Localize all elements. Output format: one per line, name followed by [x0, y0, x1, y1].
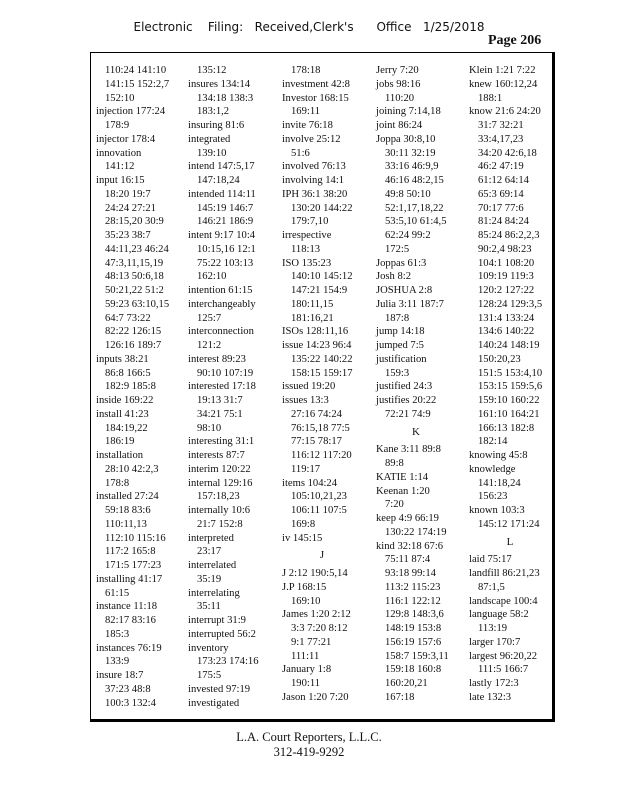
index-entry-continuation: 7:20 — [385, 499, 404, 511]
index-entry: intend 147:5,17 — [188, 161, 255, 173]
court-reporter-phone: 312-419-9292 — [273, 745, 345, 759]
index-entry-continuation: 64:7 73:22 — [105, 312, 151, 324]
index-entry-continuation: 152:10 — [105, 92, 135, 104]
index-entry-continuation: 59:18 83:6 — [105, 505, 151, 516]
index-entry: insuring 81:6 — [188, 120, 245, 131]
index-entry-continuation: 156:19 157:6 — [385, 636, 442, 648]
index-entry: involving 14:1 — [282, 175, 345, 186]
index-entry: landscape 100:4 — [469, 595, 538, 607]
index-entry: keep 4:9 66:19 — [376, 513, 439, 524]
index-entry-continuation: 126:16 189:7 — [105, 340, 162, 351]
index-entry-continuation: 59:23 63:10,15 — [105, 298, 170, 310]
index-entry-continuation: 33:4,17,23 — [478, 133, 524, 145]
index-entry: knew 160:12,24 — [469, 78, 538, 90]
index-entry: language 58:2 — [469, 609, 529, 621]
index-entry: Klein 1:21 7:22 — [469, 65, 536, 76]
index-entry-continuation: 19:13 31:7 — [197, 395, 243, 406]
index-entry-continuation: 93:18 99:14 — [385, 568, 436, 579]
index-entry-continuation: 24:24 27:21 — [105, 202, 156, 214]
index-entry: Josh 8:2 — [376, 271, 412, 283]
index-entry-continuation: 178:18 — [291, 65, 321, 76]
index-entry-continuation: 112:10 115:16 — [105, 532, 166, 544]
index-entry-continuation: 145:19 146:7 — [197, 202, 254, 214]
index-entry-continuation: 133:9 — [105, 656, 130, 668]
index-entry-continuation: 111:11 — [291, 650, 320, 662]
index-entry-continuation: 47:3,11,15,19 — [105, 257, 164, 269]
index-entry-continuation: 23:17 — [197, 546, 222, 558]
index-entry-continuation: 10:15,16 12:1 — [197, 243, 256, 255]
index-entry-continuation: 86:8 166:5 — [105, 367, 151, 379]
index-entry-continuation: 76:15,18 77:5 — [291, 422, 350, 434]
index-entry: invested 97:19 — [188, 683, 251, 695]
index-entry-continuation: 134:18 138:3 — [197, 92, 254, 104]
index-entry: irrespective — [282, 230, 332, 241]
index-entry-continuation: 179:7,10 — [291, 216, 329, 228]
index-entry-continuation: 35:19 — [197, 573, 222, 585]
index-entry-continuation: 135:22 140:22 — [291, 353, 353, 365]
index-entry-continuation: 70:17 77:6 — [478, 202, 524, 214]
index-entry-continuation: 187:8 — [385, 312, 410, 324]
index-entry: involve 25:12 — [282, 133, 341, 145]
index-entry: intention 61:15 — [188, 285, 253, 296]
index-entry: iv 145:15 — [282, 532, 323, 544]
index-entry-continuation: 90:10 107:19 — [197, 367, 254, 379]
index-entry: ISO 135:23 — [282, 257, 332, 269]
index-entry-continuation: 61:12 64:14 — [478, 175, 529, 186]
index-entry: interrupted 56:2 — [188, 628, 256, 640]
index-entry-continuation: 81:24 84:24 — [478, 216, 529, 228]
index-entry-continuation: 28:10 42:2,3 — [105, 463, 159, 475]
index-entry: inventory — [188, 642, 229, 654]
index-entry: instances 76:19 — [96, 642, 162, 654]
index-entry: insures 134:14 — [188, 78, 251, 90]
index-entry-continuation: 49:8 50:10 — [385, 188, 431, 200]
index-entry-continuation: 28:15,20 30:9 — [105, 216, 164, 228]
index-entry: justifies 20:22 — [376, 395, 437, 406]
index-entry-continuation: 131:4 133:24 — [478, 312, 535, 324]
index-entry: ISOs 128:11,16 — [282, 326, 349, 338]
index-entry-continuation: 85:24 86:2,2,3 — [478, 230, 540, 241]
index-entry-continuation: 113:19 — [478, 623, 508, 634]
index-column-3 — [282, 64, 362, 705]
index-entry-continuation: 185:3 — [105, 628, 130, 640]
index-column-1 — [96, 64, 174, 710]
index-entry: kind 32:18 67:6 — [376, 540, 444, 552]
footer — [0, 730, 618, 760]
index-entry: JOSHUA 2:8 — [376, 285, 433, 296]
index-entry: interrelating — [188, 587, 240, 599]
index-entry-continuation: 116:12 117:20 — [291, 450, 352, 461]
index-entry: Joppas 61:3 — [376, 257, 427, 269]
index-entry: installed 27:24 — [96, 491, 159, 503]
index-entry-continuation: 159:3 — [385, 367, 410, 379]
index-entry: jobs 98:16 — [376, 78, 421, 90]
index-entry: James 1:20 2:12 — [282, 609, 351, 621]
index-entry-continuation: 145:12 171:24 — [478, 518, 540, 530]
index-entry-continuation: 180:11,15 — [291, 298, 334, 310]
index-entry-continuation: 183:1,2 — [197, 106, 230, 118]
index-entry-continuation: 146:21 186:9 — [197, 216, 254, 228]
index-letter-heading: L — [506, 535, 514, 548]
index-entry: intended 114:11 — [188, 188, 256, 200]
index-entry-continuation: 48:13 50:6,18 — [105, 271, 164, 283]
index-entry: largest 96:20,22 — [469, 650, 538, 662]
index-entry: landfill 86:21,23 — [469, 568, 540, 579]
index-entry-continuation: 61:15 — [105, 587, 130, 599]
index-entry-continuation: 50:21,22 51:2 — [105, 285, 164, 296]
index-entry-continuation: 30:11 32:19 — [385, 147, 436, 159]
index-entry: investment 42:8 — [282, 78, 350, 90]
index-entry-continuation: 109:19 119:3 — [478, 271, 534, 283]
index-entry-continuation: 119:17 — [291, 463, 321, 475]
index-entry-continuation: 169:8 — [291, 518, 316, 530]
index-entry-continuation: 53:5,10 61:4,5 — [385, 216, 447, 228]
index-entry-continuation: 118:13 — [291, 243, 321, 255]
index-entry-continuation: 157:18,23 — [197, 491, 240, 503]
index-entry-continuation: 89:8 — [385, 458, 404, 469]
index-entry-continuation: 178:9 — [105, 120, 130, 131]
index-entry-continuation: 158:7 159:3,11 — [385, 650, 449, 662]
index-entry-continuation: 175:5 — [197, 670, 222, 681]
index-entry: interested 17:18 — [188, 381, 256, 393]
index-entry: interconnection — [188, 326, 254, 338]
index-entry: J 2:12 190:5,14 — [282, 568, 348, 579]
index-entry-continuation: 21:7 152:8 — [197, 518, 243, 530]
index-entry-continuation: 52:1,17,18,22 — [385, 202, 444, 214]
index-entry-continuation: 75:22 103:13 — [197, 257, 254, 269]
index-entry: internal 129:16 — [188, 477, 253, 489]
index-entry: issues 13:3 — [282, 395, 329, 406]
index-entry-continuation: 90:2,4 98:23 — [478, 243, 532, 255]
index-entry-continuation: 150:20,23 — [478, 353, 521, 365]
index-entry: injection 177:24 — [96, 106, 166, 118]
index-entry: known 103:3 — [469, 505, 525, 516]
index-entry-continuation: 129:8 148:3,6 — [385, 609, 444, 621]
index-entry: interest 89:23 — [188, 353, 246, 365]
index-entry: Kane 3:11 89:8 — [376, 444, 441, 456]
index-entry-continuation: 125:7 — [197, 312, 222, 324]
index-entry: larger 170:7 — [469, 636, 521, 648]
index-entry-continuation: 116:1 122:12 — [385, 595, 441, 607]
index-entry: laid 75:17 — [469, 554, 512, 566]
index-entry-continuation: 34:20 42:6,18 — [478, 147, 537, 159]
index-entry-continuation: 140:24 148:19 — [478, 340, 540, 351]
index-entry: interesting 31:1 — [188, 436, 255, 448]
index-entry: joint 86:24 — [376, 120, 423, 131]
index-entry-continuation: 100:3 132:4 — [105, 697, 156, 709]
index-entry-continuation: 141:12 — [105, 161, 135, 173]
index-entry: interrelated — [188, 560, 237, 571]
index-entry-continuation: 190:11 — [291, 678, 321, 689]
index-entry-continuation: 18:20 19:7 — [105, 188, 151, 200]
index-entry: interpreted — [188, 532, 234, 544]
index-entry-continuation: 130:20 144:22 — [291, 202, 353, 214]
index-entry-continuation: 178:8 — [105, 477, 130, 489]
index-letter-heading: J — [319, 549, 325, 562]
index-entry: late 132:3 — [469, 691, 512, 703]
index-entry: items 104:24 — [282, 477, 338, 489]
index-entry-continuation: 169:10 — [291, 595, 321, 607]
index-column-5 — [469, 64, 551, 705]
index-entry: knowledge — [469, 463, 516, 475]
index-entry-continuation: 27:16 74:24 — [291, 408, 342, 420]
index-entry-continuation: 98:10 — [197, 422, 222, 434]
index-entry: Jason 1:20 7:20 — [282, 691, 349, 703]
index-entry-continuation: 37:23 48:8 — [105, 683, 151, 695]
index-entry: Keenan 1:20 — [376, 485, 430, 497]
index-entry-continuation: 77:15 78:17 — [291, 436, 342, 448]
index-entry: Joppa 30:8,10 — [376, 133, 436, 145]
index-entry: installing 41:17 — [96, 573, 163, 585]
index-entry-continuation: 104:1 108:20 — [478, 257, 535, 269]
index-entry-continuation: 33:16 46:9,9 — [385, 161, 439, 173]
index-entry: January 1:8 — [282, 664, 332, 676]
index-entry: investigated — [188, 697, 240, 709]
index-entry: lastly 172:3 — [469, 678, 519, 689]
index-entry: invite 76:18 — [282, 120, 333, 131]
index-entry-continuation: 166:13 182:8 — [478, 422, 535, 434]
index-entry: interrupt 31:9 — [188, 615, 246, 626]
index-entry: interchangeably — [188, 298, 256, 310]
index-entry-continuation: 113:2 115:23 — [385, 581, 441, 593]
index-entry-continuation: 159:10 160:22 — [478, 395, 540, 406]
index-entry: jump 14:18 — [376, 326, 425, 338]
index-entry-continuation: 31:7 32:21 — [478, 120, 524, 131]
index-column-4 — [376, 64, 456, 705]
index-entry-continuation: 169:11 — [291, 106, 321, 118]
index-entry-continuation: 82:17 83:16 — [105, 615, 156, 626]
index-entry: J.P 168:15 — [282, 581, 327, 593]
index-entry-continuation: 75:11 87:4 — [385, 554, 431, 566]
filing-stamp-header: Electronic Filing: Received,Clerk's Office 1/25/2018 — [133, 20, 485, 34]
index-entry-continuation: 156:23 — [478, 491, 508, 503]
index-entry-continuation: 162:10 — [197, 271, 227, 283]
index-entry-continuation: 186:19 — [105, 436, 135, 448]
index-entry: knowing 45:8 — [469, 450, 528, 461]
index-entry: know 21:6 24:20 — [469, 106, 541, 118]
index-entry-continuation: 172:5 — [385, 243, 410, 255]
index-entry: justified 24:3 — [376, 381, 433, 393]
index-entry-continuation: 82:22 126:15 — [105, 326, 162, 338]
index-entry-continuation: 135:12 — [197, 65, 227, 76]
index-entry-continuation: 139:10 — [197, 147, 227, 159]
index-entry: installation — [96, 450, 144, 461]
index-entry-continuation: 167:18 — [385, 691, 415, 703]
index-entry: install 41:23 — [96, 408, 149, 420]
index-entry: internally 10:6 — [188, 505, 251, 516]
index-entry-continuation: 121:2 — [197, 340, 222, 351]
index-entry: issued 19:20 — [282, 381, 336, 393]
index-entry-continuation: 140:10 145:12 — [291, 271, 353, 283]
index-entry: justification — [376, 353, 427, 365]
index-entry-continuation: 62:24 99:2 — [385, 230, 431, 241]
index-entry-continuation: 106:11 107:5 — [291, 505, 347, 516]
index-entry-continuation: 51:6 — [291, 147, 310, 159]
index-entry-continuation: 171:5 177:23 — [105, 560, 162, 571]
index-entry-continuation: 141:18,24 — [478, 477, 521, 489]
index-entry-continuation: 110:20 — [385, 92, 415, 104]
index-entry: integrated — [188, 133, 231, 145]
index-entry-continuation: 147:18,24 — [197, 175, 240, 186]
index-entry-continuation: 44:11,23 46:24 — [105, 243, 169, 255]
index-entry: interests 87:7 — [188, 450, 245, 461]
index-entry: involved 76:13 — [282, 161, 346, 173]
index-entry-continuation: 134:6 140:22 — [478, 326, 535, 338]
index-entry-continuation: 9:1 77:21 — [291, 636, 332, 648]
index-entry-continuation: 181:16,21 — [291, 312, 334, 324]
index-entry-continuation: 35:23 38:7 — [105, 230, 151, 241]
index-entry-continuation: 147:21 154:9 — [291, 285, 348, 296]
index-entry-continuation: 182:9 185:8 — [105, 381, 156, 393]
index-entry-continuation: 184:19,22 — [105, 422, 148, 434]
index-entry: issue 14:23 96:4 — [282, 340, 352, 351]
index-entry: inputs 38:21 — [96, 353, 149, 365]
index-entry-continuation: 161:10 164:21 — [478, 408, 540, 420]
index-entry-continuation: 110:24 141:10 — [105, 65, 167, 76]
index-entry-continuation: 188:1 — [478, 92, 503, 104]
index-entry: injector 178:4 — [96, 133, 156, 145]
index-entry-continuation: 148:19 153:8 — [385, 623, 442, 634]
index-entry-continuation: 182:14 — [478, 436, 508, 448]
court-reporter-name: L.A. Court Reporters, L.L.C. — [236, 730, 382, 744]
index-entry: Investor 168:15 — [282, 92, 349, 104]
index-entry: IPH 36:1 38:20 — [282, 188, 348, 200]
index-entry: Julia 3:11 187:7 — [376, 298, 444, 310]
index-entry: KATIE 1:14 — [376, 471, 429, 483]
index-entry-continuation: 173:23 174:16 — [197, 656, 259, 668]
index-entry: innovation — [96, 147, 142, 159]
index-entry-continuation: 3:3 7:20 8:12 — [291, 623, 348, 634]
index-entry-continuation: 46:2 47:19 — [478, 161, 524, 173]
index-entry-continuation: 120:2 127:22 — [478, 285, 535, 296]
index-entry-continuation: 160:20,21 — [385, 678, 428, 689]
index-entry: insure 18:7 — [96, 670, 144, 681]
index-entry-continuation: 128:24 129:3,5 — [478, 298, 543, 310]
index-entry-continuation: 110:11,13 — [105, 518, 147, 530]
index-entry-continuation: 159:18 160:8 — [385, 664, 442, 676]
index-entry: Jerry 7:20 — [376, 65, 419, 76]
index-entry-continuation: 46:16 48:2,15 — [385, 175, 444, 186]
index-entry-continuation: 153:15 159:5,6 — [478, 381, 543, 393]
index-entry-continuation: 72:21 74:9 — [385, 408, 431, 420]
index-entry-continuation: 117:2 165:8 — [105, 546, 156, 558]
index-entry: inside 169:22 — [96, 395, 154, 406]
index-entry: interim 120:22 — [188, 463, 251, 475]
index-entry-continuation: 151:5 153:4,10 — [478, 367, 543, 379]
index-entry-continuation: 130:22 174:19 — [385, 526, 447, 538]
index-entry: intent 9:17 10:4 — [188, 230, 256, 241]
index-column-2 — [188, 64, 268, 710]
index-entry-continuation: 87:1,5 — [478, 581, 505, 593]
index-entry-continuation: 158:15 159:17 — [291, 367, 353, 379]
index-entry-continuation: 34:21 75:1 — [197, 408, 243, 420]
index-entry: input 16:15 — [96, 175, 145, 186]
index-entry-continuation: 141:15 152:2,7 — [105, 78, 170, 90]
page-number: Page 206 — [488, 33, 542, 48]
index-letter-heading: K — [412, 425, 420, 438]
index-entry-continuation: 65:3 69:14 — [478, 188, 524, 200]
index-entry: jumped 7:5 — [376, 340, 424, 351]
index-entry-continuation: 111:5 166:7 — [478, 664, 529, 676]
index-entry-continuation: 35:11 — [197, 601, 221, 613]
index-entry-continuation: 105:10,21,23 — [291, 491, 347, 503]
index-entry: joining 7:14,18 — [376, 106, 441, 118]
index-entry: instance 11:18 — [96, 601, 158, 613]
